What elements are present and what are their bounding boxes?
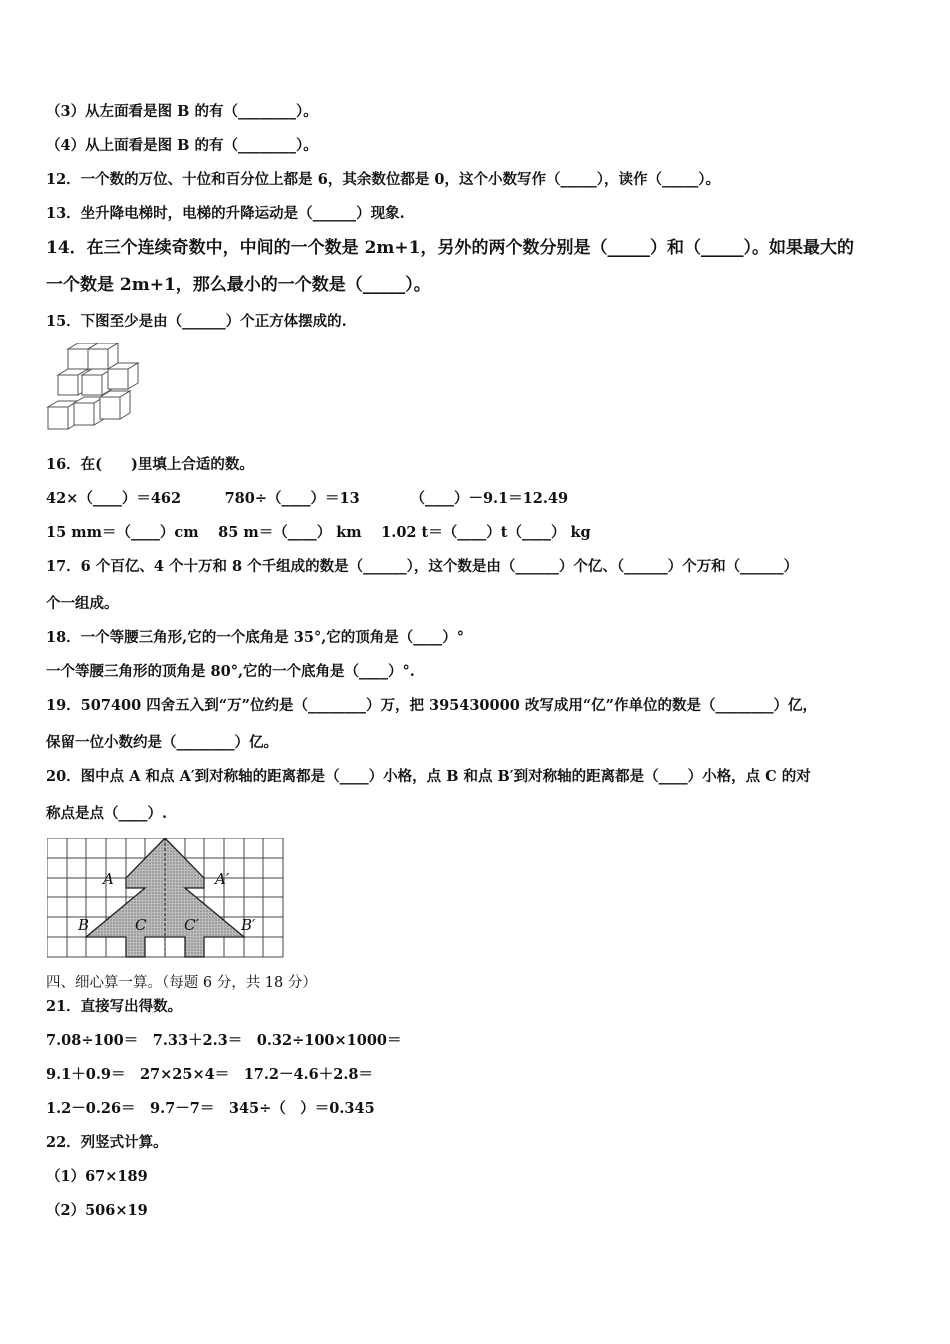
label-c: C [135, 916, 147, 934]
question-17-line2: 个一组成。 [46, 595, 119, 612]
label-b-prime: B′ [241, 916, 256, 934]
question-14-line2: 一个数是 2m+1，那么最小的一个数是（_____）。 [46, 275, 431, 295]
question-11-4: （4）从上面看是图 B 的有（________）。 [46, 137, 318, 154]
question-17-line1: 17．6 个百亿、4 个十万和 8 个千组成的数是（______），这个数是由（______）个亿、（______）个万和（______） [46, 558, 799, 575]
question-21-row2: 9.1＋0.9＝ 27×25×4＝ 17.2－4.6＋2.8＝ [46, 1066, 373, 1083]
question-15: 15．下图至少是由（______）个正方体摆成的. [46, 313, 347, 330]
question-22-2: （2）506×19 [46, 1202, 148, 1219]
label-c-prime: C′ [184, 916, 199, 934]
question-21: 21．直接写出得数。 [46, 998, 183, 1015]
front-cubes [48, 391, 130, 429]
question-19-line1: 19．507400 四舍五入到“万”位约是（________）万，把 395430000 改写成用“亿”作单位的数是（________）亿， [46, 697, 818, 714]
question-14-line1: 14．在三个连续奇数中，中间的一个数是 2m+1，另外的两个数分别是（_____）和（_____）。如果最大的 [46, 238, 854, 258]
question-16: 16．在( )里填上合适的数。 [46, 456, 254, 473]
back-cubes [68, 343, 118, 369]
label-a: A [103, 870, 114, 888]
question-21-row3: 1.2－0.26＝ 9.7－7＝ 345÷（ ）＝0.345 [46, 1100, 375, 1117]
symmetry-grid-figure [47, 838, 285, 958]
question-18-line2: 一个等腰三角形的顶角是 80°,它的一个底角是（____）°. [46, 663, 415, 680]
question-16-row1: 42×（____）＝462 780÷（____）＝13 （____）－9.1＝12.49 [46, 490, 569, 507]
question-13: 13．坐升降电梯时，电梯的升降运动是（______）现象. [46, 205, 405, 222]
question-18-line1: 18．一个等腰三角形,它的一个底角是 35°,它的顶角是（____）° [46, 629, 464, 646]
question-11-3: （3）从左面看是图 B 的有（________）。 [46, 103, 318, 120]
cube-stack-figure [46, 343, 142, 435]
question-20-line2: 称点是点（____）. [46, 805, 168, 822]
label-b: B [78, 916, 90, 934]
question-12: 12．一个数的万位、十位和百分位上都是 6，其余数位都是 0，这个小数写作（_____），读作（_____）。 [46, 171, 720, 188]
label-a-prime: A′ [215, 870, 230, 888]
question-20-line1: 20．图中点 A 和点 A′到对称轴的距离都是（____）小格，点 B 和点 B′到对称轴的距离都是（____）小格，点 C 的对 [46, 768, 811, 785]
question-21-row1: 7.08÷100＝ 7.33＋2.3＝ 0.32÷100×1000＝ [46, 1032, 402, 1049]
question-22: 22．列竖式计算。 [46, 1134, 168, 1151]
question-22-1: （1）67×189 [46, 1168, 148, 1185]
question-19-line2: 保留一位小数约是（________）亿。 [46, 734, 278, 751]
section-4-heading: 四、细心算一算。（每题 6 分，共 18 分） [46, 975, 317, 991]
question-16-row2: 15 mm＝（____）cm 85 m＝（____） km 1.02 t＝（____）t（____） kg [46, 524, 591, 541]
